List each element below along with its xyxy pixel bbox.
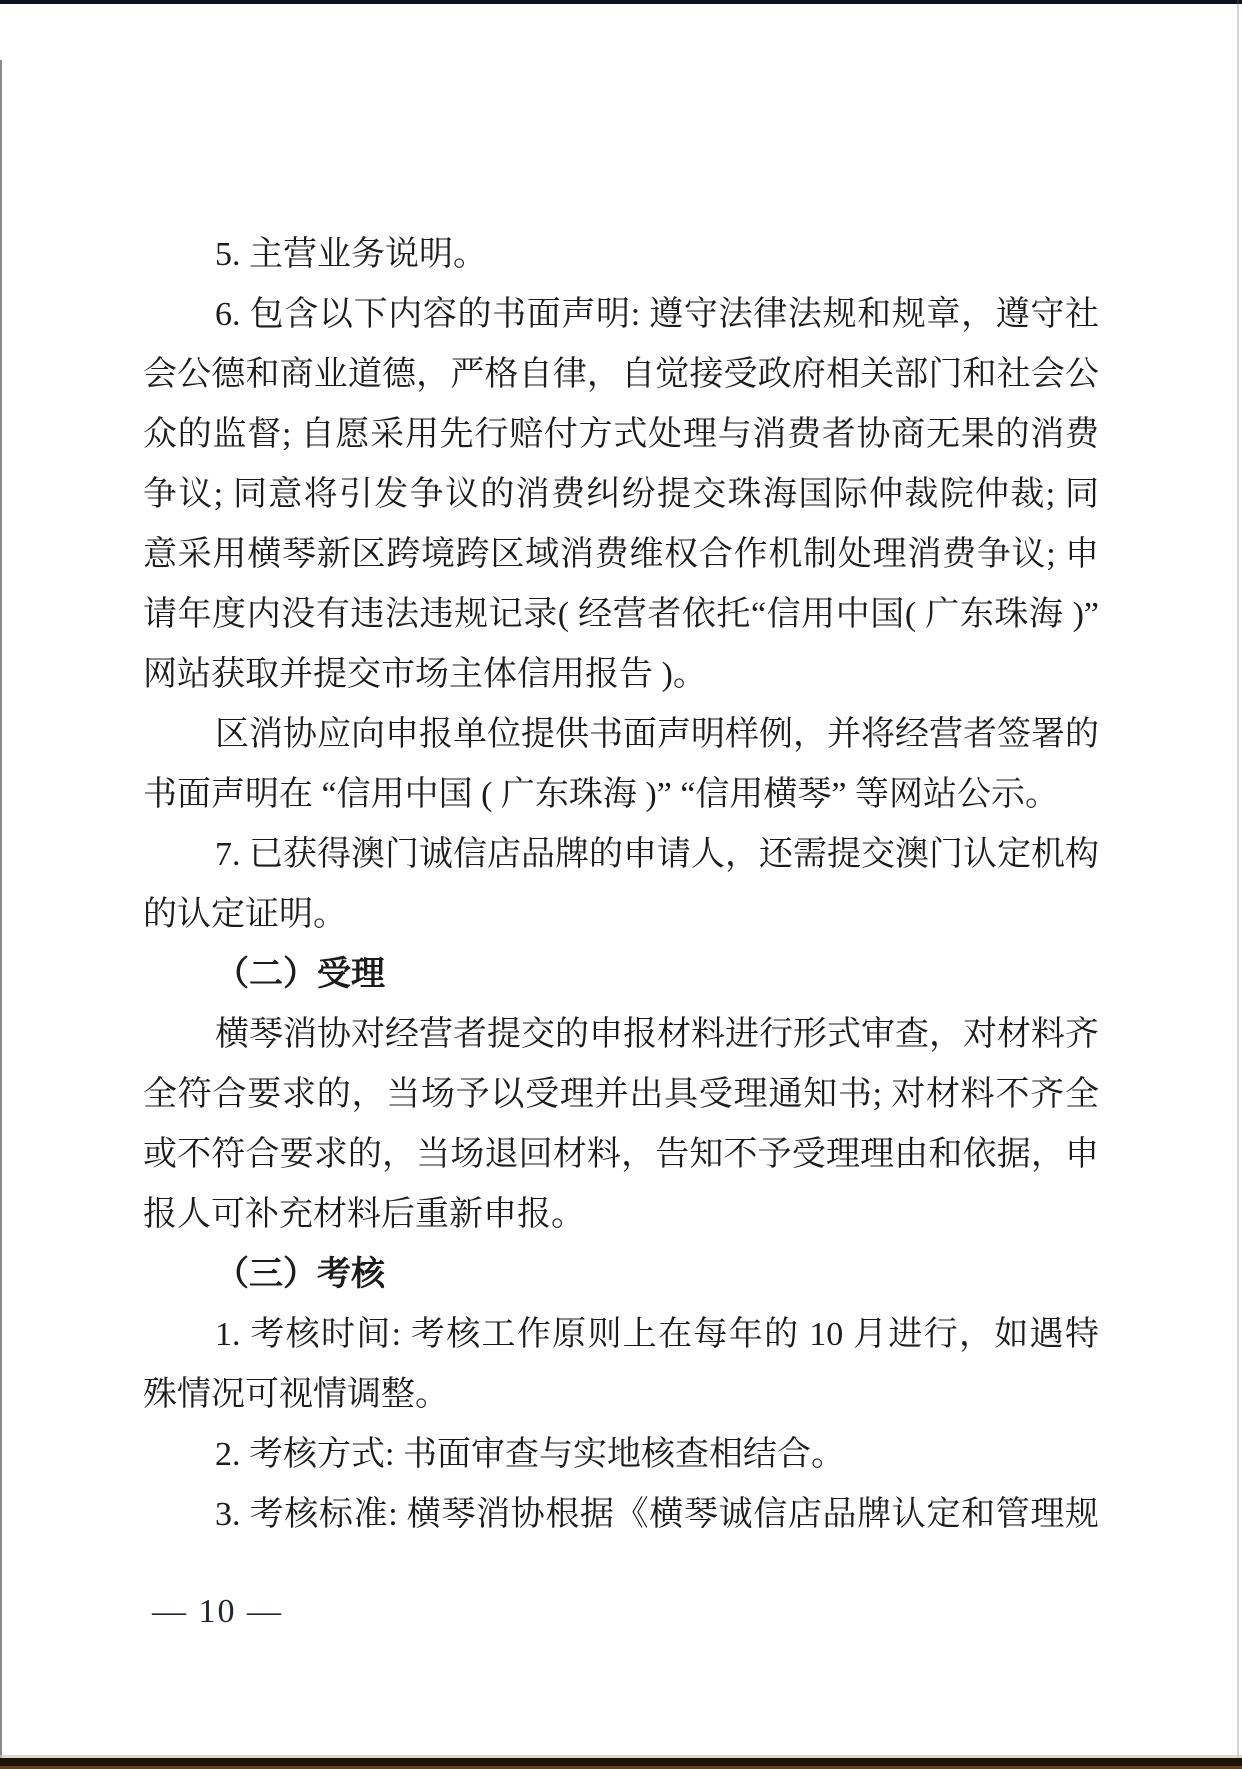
text-line: 1. 考核时间: 考核工作原则上在每年的 10 月进行，如遇特 (215, 1316, 1099, 1353)
paragraph (143, 1005, 1099, 1245)
text-line: 众的监督; 自愿采用先行赔付方式处理与消费者协商无果的消费 (143, 416, 1099, 453)
text-line: 意采用横琴新区跨境跨区域消费维权合作机制处理消费争议; 申 (143, 536, 1099, 573)
scan-edge-right (1237, 0, 1239, 1769)
text-line: 全符合要求的，当场予以受理并出具受理通知书; 对材料不齐全 (143, 1076, 1099, 1113)
paragraph (143, 1425, 1099, 1485)
section-heading (143, 945, 1099, 1005)
text-line: 3. 考核标准: 横琴消协根据《横琴诚信店品牌认定和管理规 (215, 1496, 1099, 1533)
paragraph (143, 705, 1099, 825)
text-line: 报人可补充材料后重新申报。 (143, 1196, 585, 1233)
paragraph (143, 825, 1099, 945)
text-line: 5. 主营业务说明。 (215, 236, 487, 273)
section-heading (143, 1245, 1099, 1305)
text-line: 的认定证明。 (143, 896, 347, 933)
text-line: 请年度内没有违法违规记录( 经营者依托“信用中国( 广东珠海 )” (143, 596, 1099, 633)
paragraph (143, 285, 1099, 705)
paragraph (143, 225, 1099, 285)
paragraph (143, 1305, 1099, 1425)
page-number: — 10 — (152, 1593, 283, 1630)
text-line: 殊情况可视情调整。 (143, 1376, 449, 1413)
paragraph (143, 1485, 1099, 1545)
text-line: 区消协应向申报单位提供书面声明样例，并将经营者签署的 (215, 716, 1099, 753)
text-line: 7. 已获得澳门诚信店品牌的申请人，还需提交澳门认定机构 (215, 836, 1099, 873)
text-line: 书面声明在 “信用中国 ( 广东珠海 )” “信用横琴” 等网站公示。 (143, 776, 1060, 813)
text-line: 会公德和商业道德，严格自律，自觉接受政府相关部门和社会公 (143, 356, 1099, 393)
text-line: 网站获取并提交市场主体信用报告 )。 (143, 656, 707, 693)
scan-edge-bottom (0, 1758, 1242, 1766)
document-body (143, 225, 1099, 1545)
text-line: 6. 包含以下内容的书面声明: 遵守法律法规和规章，遵守社 (215, 296, 1099, 333)
text-line: 争议; 同意将引发争议的消费纠纷提交珠海国际仲裁院仲裁; 同 (143, 476, 1099, 513)
text-line: 横琴消协对经营者提交的申报材料进行形式审查，对材料齐 (215, 1016, 1099, 1053)
scan-edge-top (0, 0, 1242, 4)
text-line: （三）考核 (215, 1256, 385, 1293)
text-line: （二）受理 (215, 956, 385, 993)
text-line: 或不符合要求的，当场退回材料，告知不予受理理由和依据，申 (143, 1136, 1099, 1173)
scan-edge-left (0, 60, 2, 1765)
text-line: 2. 考核方式: 书面审查与实地核查相结合。 (215, 1436, 845, 1473)
